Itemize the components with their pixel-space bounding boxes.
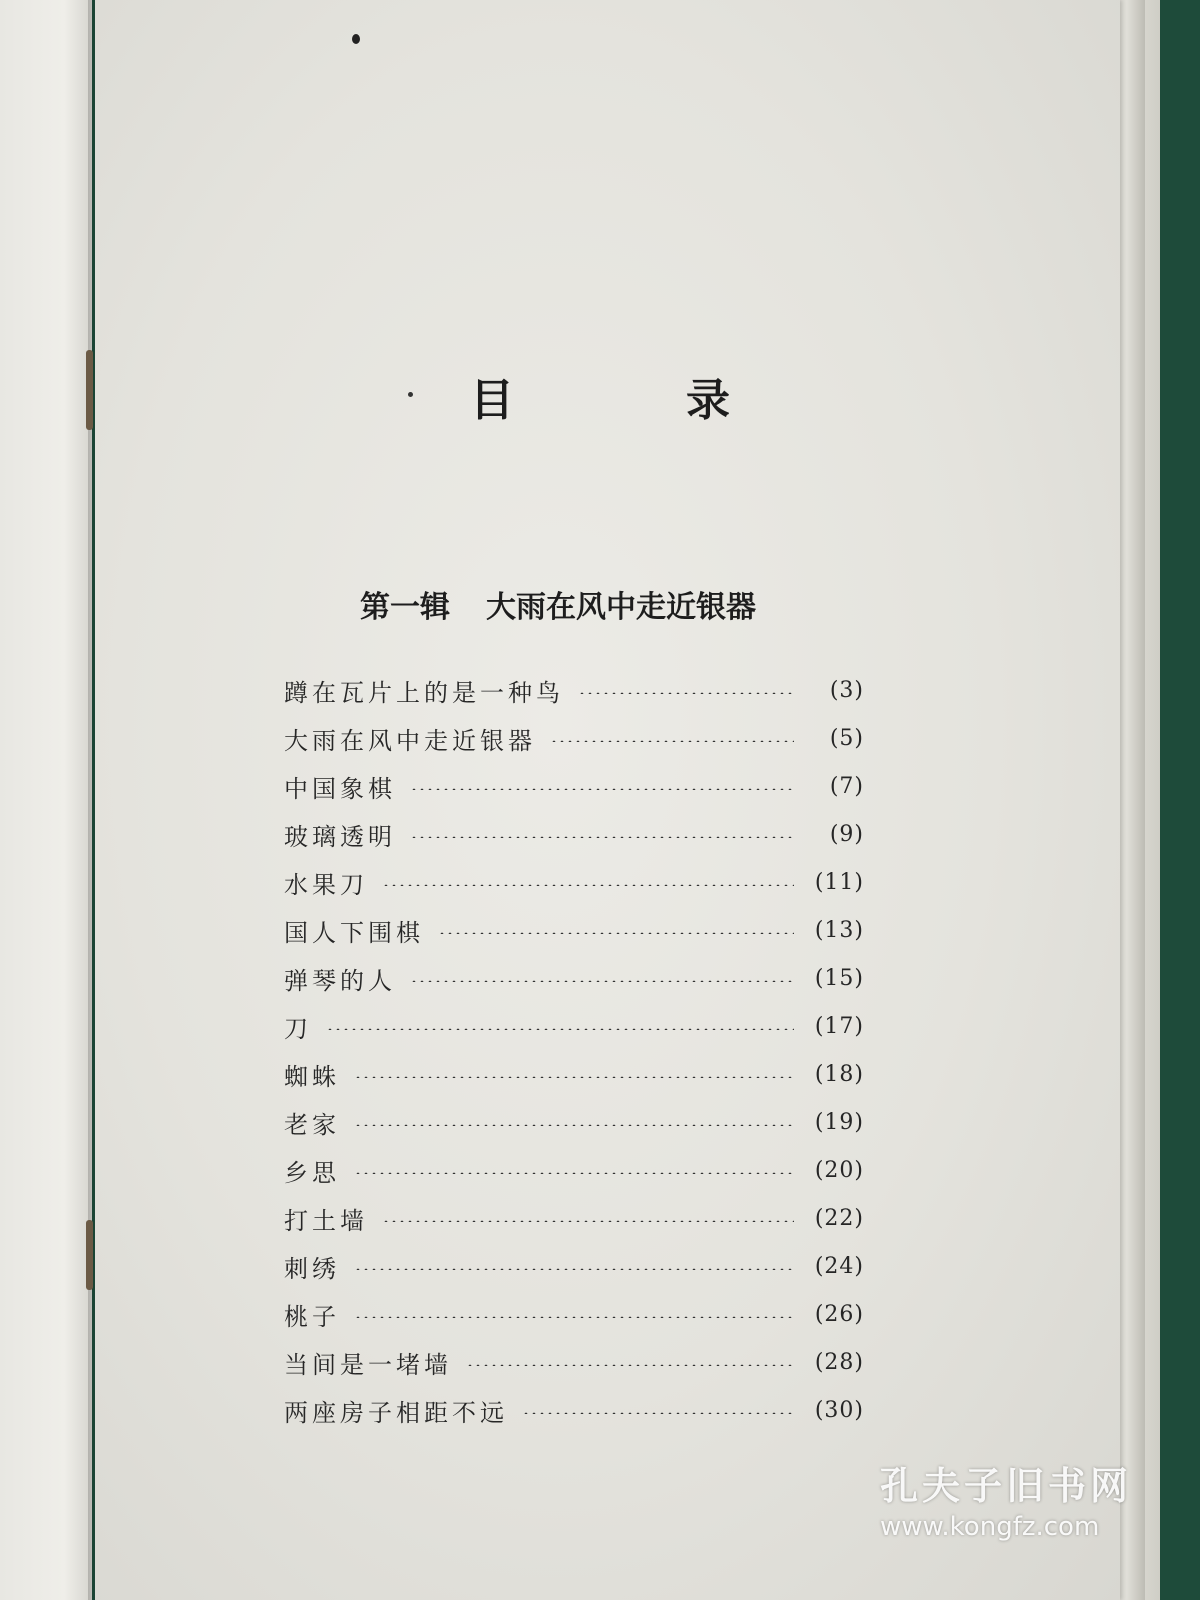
dot-leader [382, 1220, 794, 1222]
watermark [880, 1455, 1180, 1542]
toc-entry-page: (15) [814, 965, 864, 991]
toc-entry-page: (7) [829, 773, 864, 799]
toc-list [284, 666, 864, 1434]
toc-entry-title: 桃子 [284, 1302, 340, 1331]
toc-entry-title: 弹琴的人 [284, 966, 396, 995]
toc-entry-page: (24) [814, 1253, 864, 1279]
page-title-char-2: 录 [686, 375, 730, 426]
toc-entry-page: (11) [814, 869, 864, 895]
toc-entry-title: 乡思 [284, 1158, 340, 1187]
toc-entry-page: (22) [814, 1205, 864, 1231]
toc-entry-title: 蹲在瓦片上的是一种鸟 [284, 678, 564, 707]
dot-leader [354, 1076, 794, 1078]
toc-entry-page: (28) [814, 1349, 864, 1375]
dot-leader [410, 980, 794, 982]
toc-entry[interactable] [284, 1242, 864, 1290]
toc-entry-title: 刀 [284, 1014, 312, 1043]
toc-entry-title: 国人下围棋 [284, 918, 424, 947]
toc-entry-page: (17) [814, 1013, 864, 1039]
dot-leader [354, 1124, 794, 1126]
toc-entry[interactable] [284, 1338, 864, 1386]
toc-entry[interactable] [284, 666, 864, 714]
dot-leader [410, 836, 794, 838]
toc-entry[interactable] [284, 858, 864, 906]
watermark-url: www.kongfz.com [880, 1512, 1100, 1542]
dot-leader [326, 1028, 794, 1030]
toc-entry[interactable] [284, 714, 864, 762]
toc-entry[interactable] [284, 1146, 864, 1194]
ink-speck [352, 34, 360, 44]
toc-entry-title: 大雨在风中走近银器 [284, 726, 536, 755]
toc-entry-page: (20) [814, 1157, 864, 1183]
toc-entry[interactable] [284, 1194, 864, 1242]
dot-leader [438, 932, 794, 934]
dot-leader [466, 1364, 794, 1366]
left-page [0, 0, 92, 1600]
toc-entry-page: (9) [829, 821, 864, 847]
dot-leader [410, 788, 794, 790]
toc-entry-page: (30) [814, 1397, 864, 1423]
toc-entry-title: 老家 [284, 1110, 340, 1139]
toc-entry-title: 两座房子相距不远 [284, 1398, 508, 1427]
toc-entry-title: 刺绣 [284, 1254, 340, 1283]
dot-leader [354, 1268, 794, 1270]
toc-entry-title: 玻璃透明 [284, 822, 396, 851]
dot-leader [522, 1412, 794, 1414]
toc-entry-title: 中国象棋 [284, 774, 396, 803]
toc-entry-title: 打土墙 [284, 1206, 368, 1235]
section-title: 大雨在风中走近银器 [486, 590, 756, 625]
toc-entry-page: (18) [814, 1061, 864, 1087]
toc-entry[interactable] [284, 1386, 864, 1434]
toc-entry-page: (13) [814, 917, 864, 943]
toc-entry[interactable] [284, 906, 864, 954]
dot-leader [354, 1316, 794, 1318]
heading-dot [408, 392, 413, 397]
toc-entry-page: (19) [814, 1109, 864, 1135]
toc-entry[interactable] [284, 954, 864, 1002]
toc-entry-page: (3) [829, 677, 864, 703]
section-heading [360, 582, 820, 626]
dot-leader [578, 692, 794, 694]
toc-entry-page: (5) [829, 725, 864, 751]
toc-entry[interactable] [284, 810, 864, 858]
toc-entry-title: 蜘蛛 [284, 1062, 340, 1091]
section-label: 第一辑 [360, 590, 450, 625]
binding-staple-bottom [86, 1220, 93, 1290]
dot-leader [382, 884, 794, 886]
dot-leader [354, 1172, 794, 1174]
toc-entry-title: 水果刀 [284, 870, 368, 899]
toc-entry-title: 当间是一堵墙 [284, 1350, 452, 1379]
toc-entry[interactable] [284, 1098, 864, 1146]
page-title [470, 364, 730, 434]
binding-staple-top [86, 350, 93, 430]
toc-entry[interactable] [284, 1050, 864, 1098]
page-title-char-1: 目 [470, 375, 514, 426]
toc-entry-page: (26) [814, 1301, 864, 1327]
toc-entry[interactable] [284, 762, 864, 810]
watermark-name: 孔夫子旧书网 [880, 1464, 1133, 1508]
toc-entry[interactable] [284, 1290, 864, 1338]
dot-leader [550, 740, 794, 742]
toc-entry[interactable] [284, 1002, 864, 1050]
